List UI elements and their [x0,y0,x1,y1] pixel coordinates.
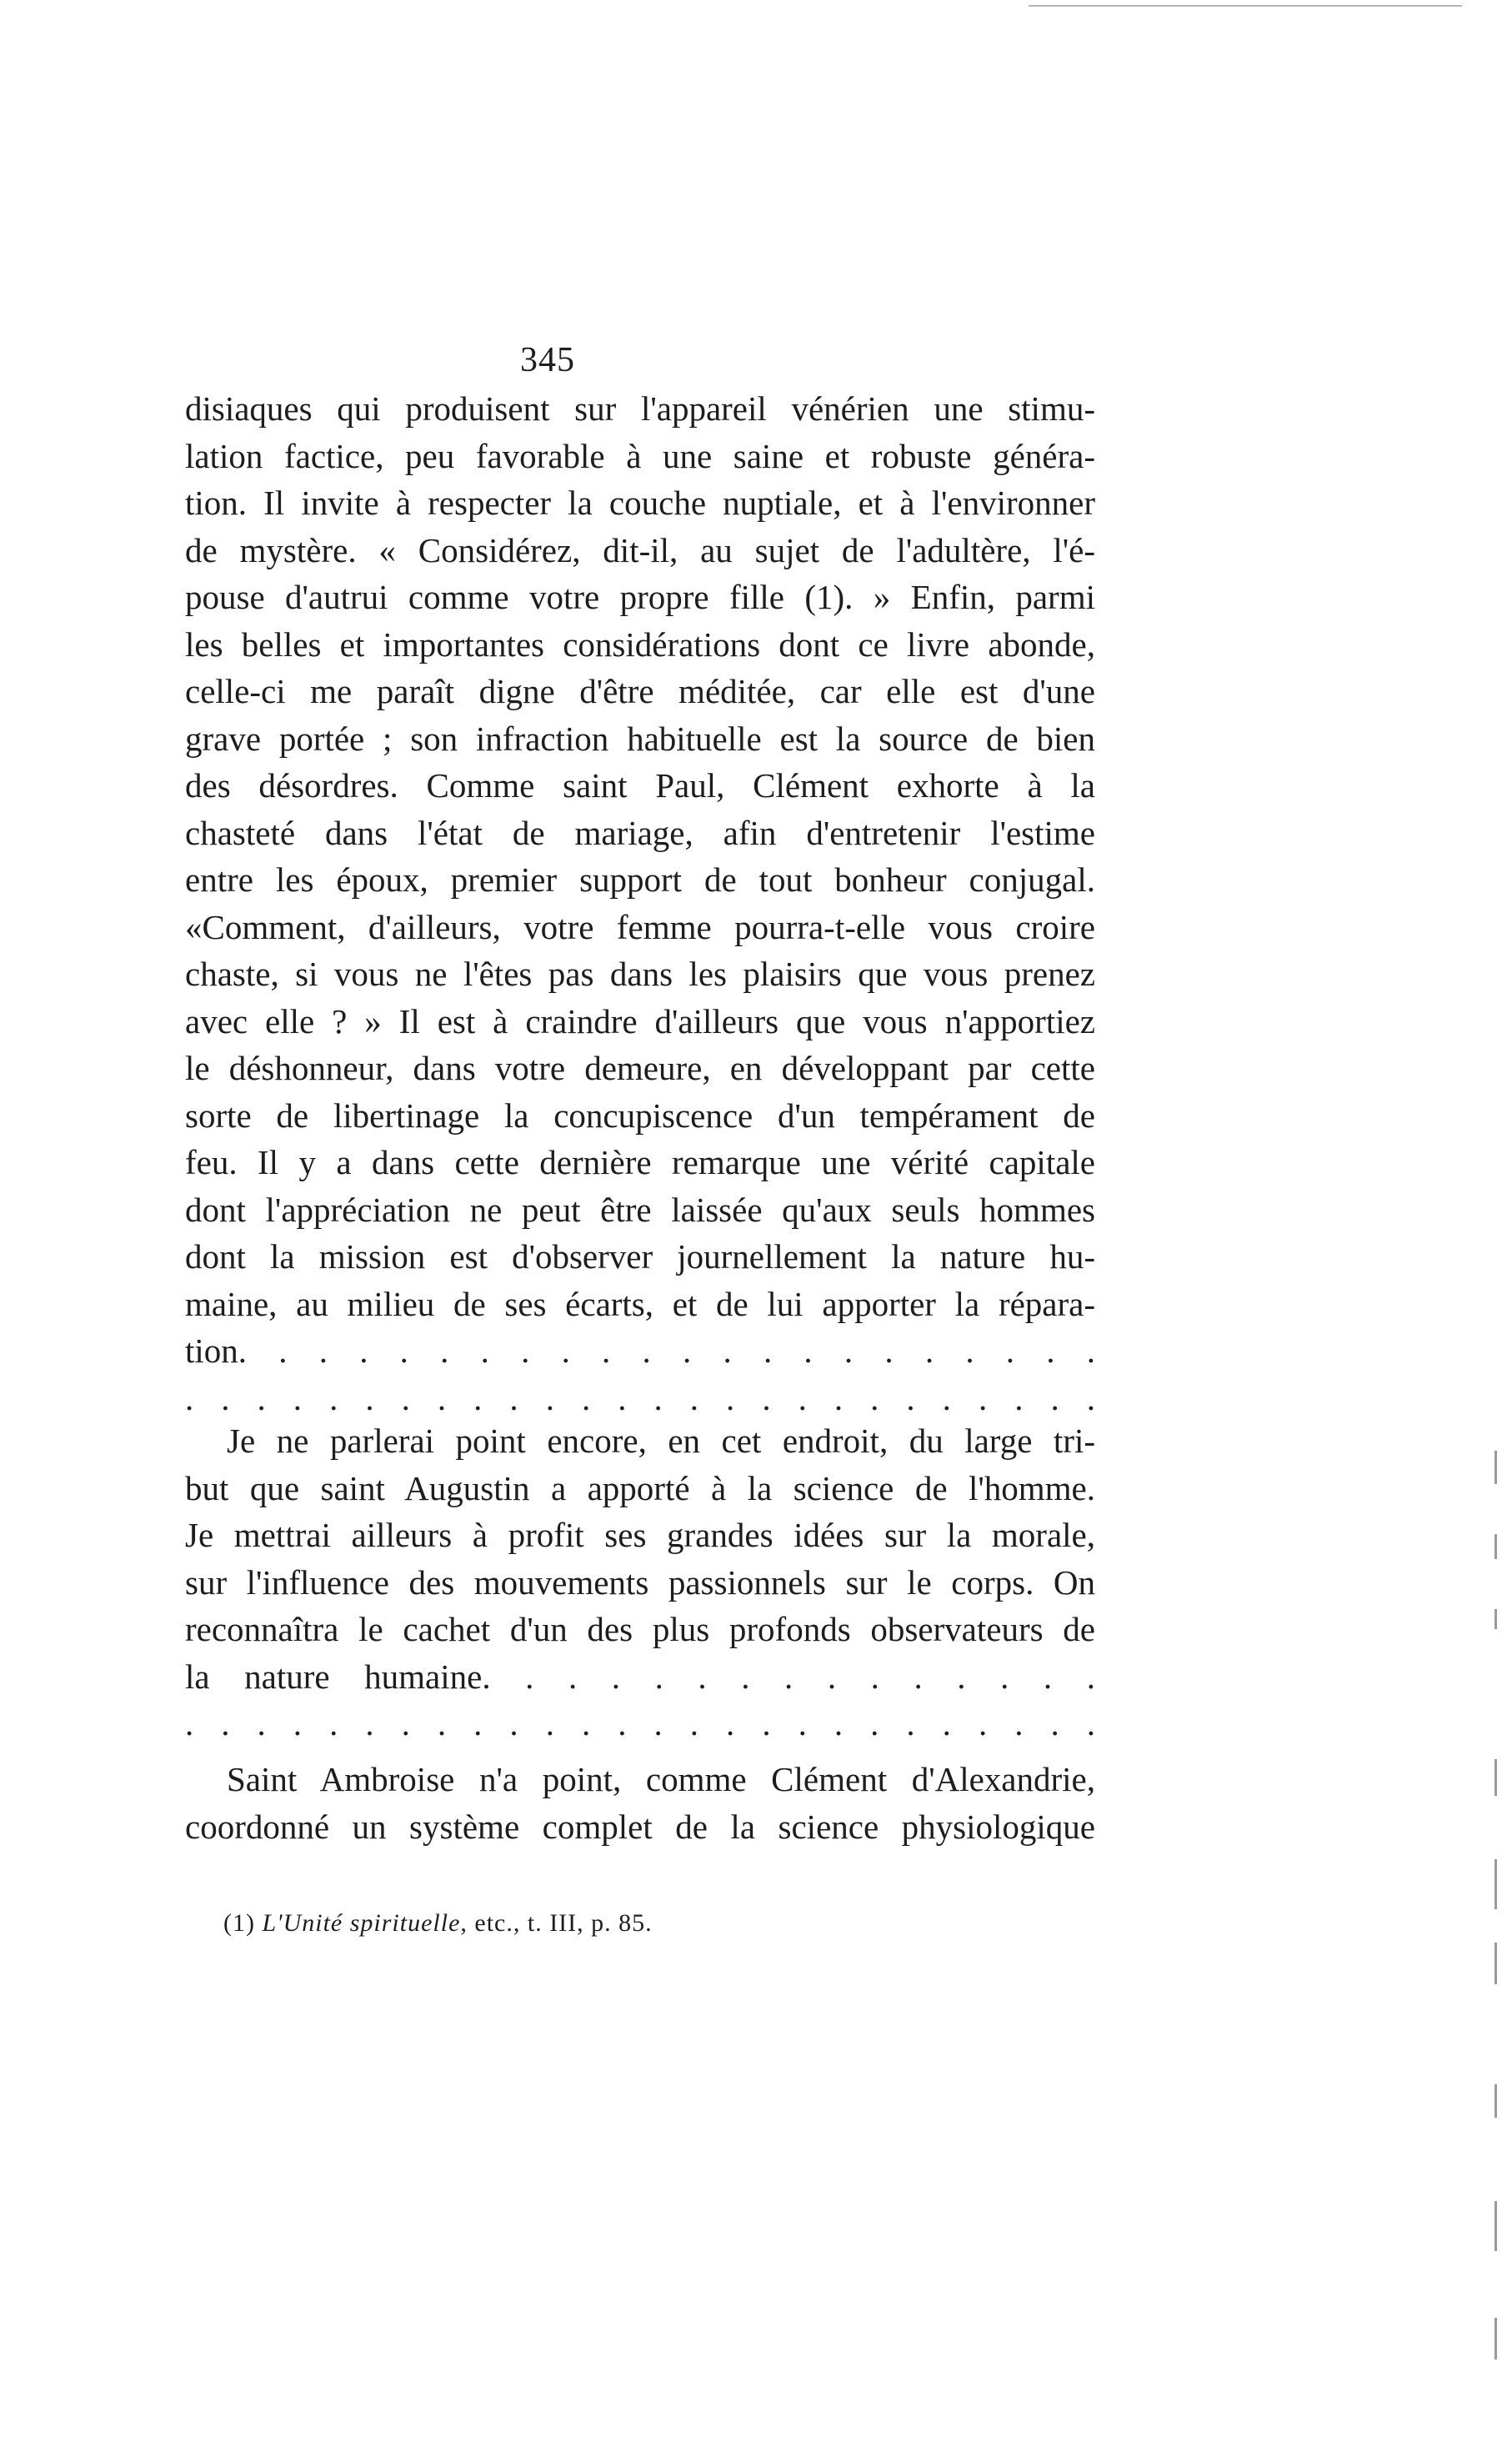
footnote-reference: , etc., t. III, p. 85. [460,1909,653,1937]
paragraph-1 [185,385,1095,1422]
ellipsis-line: . . . . . . . . . . . . . . . . . . . . . . . . . . [185,1378,1095,1417]
scan-edge-mark [1494,1609,1497,1629]
footnote-marker: (1) [223,1909,263,1937]
text-line: Je mettrai ailleurs à profit ses grandes idées sur la morale, [185,1516,1095,1554]
paragraph-3 [185,1756,1095,1850]
text-line: de mystère. « Considérez, dit-il, au sujet de l'adultère, l'é- [185,530,1095,569]
text-line: Saint Ambroise n'a point, comme Clément d'Alexandrie, [227,1760,1095,1798]
text-line: tion. Il invite à respecter la couche nuptiale, et à l'environner [185,484,1095,522]
text-line: pouse d'autrui comme votre propre fille (1). » Enfin, parmi [185,578,1095,616]
text-line: entre les époux, premier support de tout bonheur conjugal. [185,860,1095,899]
text-line: chasteté dans l'état de mariage, afin d'entretenir l'estime [185,813,1095,852]
text-line: maine, au milieu de ses écarts, et de lui apporter la répara- [185,1284,1095,1323]
text-line-with-ellipsis: la nature humaine. . . . . . . . . . . . . . . [185,1657,1095,1696]
scan-edge-mark [1494,1943,1497,1984]
text-line: feu. Il y a dans cette dernière remarque une vérité capitale [185,1143,1095,1181]
scan-edge-mark [1494,2318,1497,2359]
text-line: grave portée ; son infraction habituelle est la source de bien [185,719,1095,758]
text-line: le déshonneur, dans votre demeure, en développant par cette [185,1049,1095,1087]
paragraph-2 [185,1417,1095,1747]
text-line: but que saint Augustin a apporté à la science de l'homme. [185,1468,1095,1507]
text-line: celle-ci me paraît digne d'être méditée, car elle est d'une [185,672,1095,710]
text-line: coordonné un système complet de la science physiologique [185,1807,1095,1846]
page-number: 345 [520,341,575,379]
footnote [223,1909,653,1938]
scan-edge-mark [1494,1759,1497,1796]
scan-edge-mark [1494,2201,1497,2251]
scan-edge-mark [1494,1859,1497,1909]
text-line: avec elle ? » Il est à craindre d'ailleurs que vous n'apportiez [185,1001,1095,1040]
text-line: dont l'appréciation ne peut être laissée qu'aux seuls hommes [185,1190,1095,1229]
text-line: reconnaîtra le cachet d'un des plus profonds observateurs de [185,1610,1095,1648]
ellipsis-line: . . . . . . . . . . . . . . . . . . . . . . . . . . [185,1704,1095,1742]
footnote-title: L'Unité spirituelle [262,1909,461,1937]
scan-edge-mark [1494,1534,1497,1559]
text-line: des désordres. Comme saint Paul, Clément exhorte à la [185,766,1095,805]
scan-edge-mark [1494,2084,1497,2118]
text-line: sorte de libertinage la concupiscence d'un tempérament de [185,1096,1095,1135]
text-line: Je ne parlerai point encore, en cet endroit, du large tri- [227,1422,1095,1460]
text-line: dont la mission est d'observer journellement la nature hu- [185,1237,1095,1276]
text-line: sur l'influence des mouvements passionnels sur le corps. On [185,1562,1095,1602]
scan-top-rule [1029,5,1462,7]
text-line: lation factice, peu favorable à une saine et robuste généra- [185,436,1095,475]
text-line: disiaques qui produisent sur l'appareil vénérien une stimu- [185,389,1095,428]
scan-edge-mark [1494,1451,1497,1484]
text-line: «Comment, d'ailleurs, votre femme pourra-t-elle vous croire [185,907,1095,946]
text-line: les belles et importantes considérations dont ce livre abonde, [185,624,1095,664]
text-line-with-ellipsis: tion. . . . . . . . . . . . . . . . . . . . . . [185,1331,1095,1370]
text-line: chaste, si vous ne l'êtes pas dans les plaisirs que vous prenez [185,955,1095,993]
